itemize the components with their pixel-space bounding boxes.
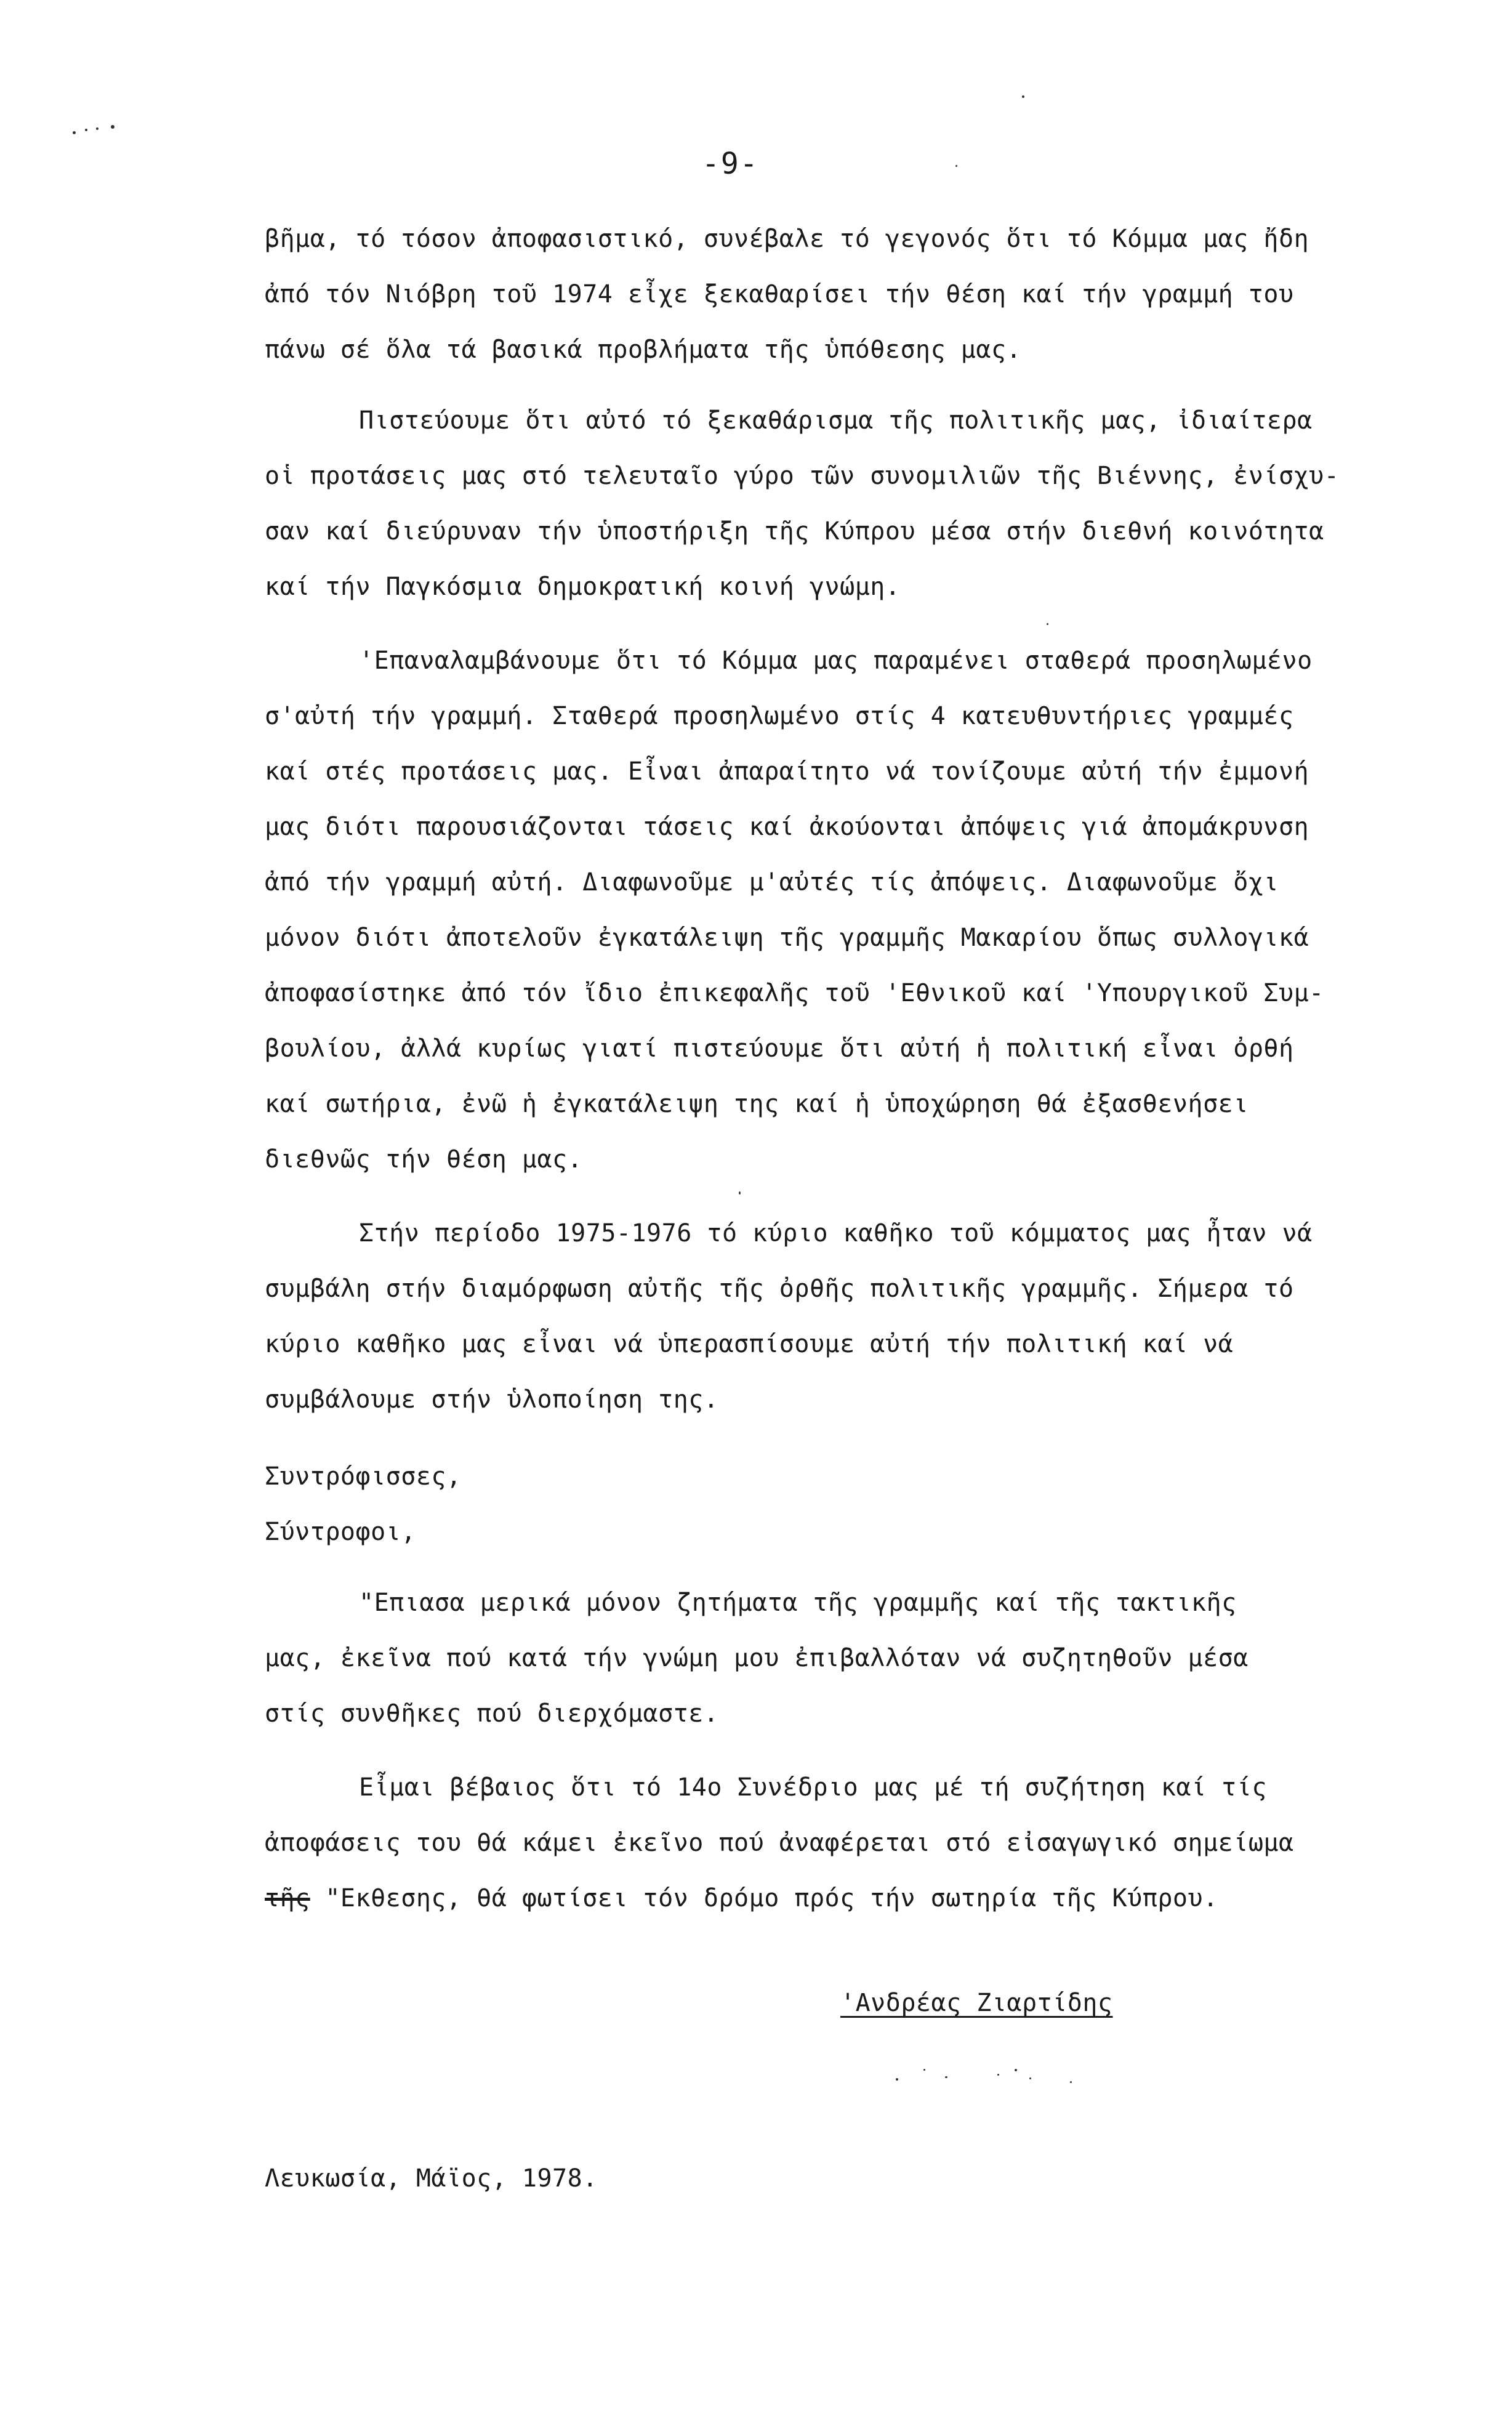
scan-speck [997, 2074, 999, 2076]
scan-speck [1022, 95, 1024, 98]
text-line: σαν καί διεύρυναν τήν ὑποστήριξη τῆς Κύπρου μέσα στήν διεθνή κοινότητα [265, 517, 1324, 546]
text-line: σ'αὐτή τήν γραμμή. Σταθερά προσηλωμένο στίς 4 κατευθυντήριες γραμμές [265, 702, 1294, 730]
text-line: πάνω σέ ὅλα τά βασικά προβλήματα τῆς ὑπόθεσης μας. [265, 336, 1022, 364]
signature: 'Ανδρέας Ζιαρτίδης [840, 1989, 1113, 2017]
scan-speck [1015, 2069, 1017, 2071]
text-line: ἀποφασίστηκε ἀπό τόν ἴδιο ἐπικεφαλῆς τοῦ 'Εθνικοῦ καί 'Υπουργικοῦ Συμ- [265, 979, 1324, 1007]
text-line: βῆμα, τό τόσον ἀποφασιστικό, συνέβαλε τό γεγονός ὅτι τό Κόμμα μας ἤδη [265, 225, 1309, 253]
text-line: διεθνῶς τήν θέση μας. [265, 1145, 583, 1174]
text-line: οἱ προτάσεις μας στό τελευταῖο γύρο τῶν συνομιλιῶν τῆς Βιέννης, ἐνίσχυ- [265, 462, 1340, 490]
scan-speck [1070, 2081, 1072, 2083]
salutation-line: Σύντροφοι, [265, 1518, 416, 1546]
scan-speck [739, 1191, 741, 1195]
text-line [265, 1884, 1218, 1912]
text-line: κύριο καθῆκο μας εἶναι νά ὑπερασπίσουμε αὐτή τήν πολιτική καί νά [265, 1330, 1234, 1358]
text-line: 'Επαναλαμβάνουμε ὅτι τό Κόμμα μας παραμένει σταθερά προσηλωμένο [359, 647, 1313, 675]
scan-speck [896, 2078, 898, 2081]
text-line: καί στές προτάσεις μας. Εἶναι ἀπαραίτητο νά τονίζουμε αὐτή τήν ἐμμονή [265, 757, 1309, 786]
text-line: ἀπό τήν γραμμή αὐτή. Διαφωνοῦμε μ'αὐτές τίς ἀπόψεις. Διαφωνοῦμε ὄχι [265, 868, 1279, 897]
struck-word: τῆς [265, 1884, 310, 1912]
text-line: "Επιασα μερικά μόνον ζητήματα τῆς γραμμῆς καί τῆς τακτικῆς [359, 1589, 1237, 1617]
scan-speck [955, 165, 957, 167]
text-line: καί τήν Παγκόσμια δημοκρατική κοινή γνώμη. [265, 573, 901, 601]
text-line: Στήν περίοδο 1975-1976 τό κύριο καθῆκο τοῦ κόμματος μας ἦταν νά [359, 1219, 1313, 1247]
text-fragment: "Εκθεσης, θά φωτίσει τόν δρόμο πρός τήν σωτηρία τῆς Κύπρου. [310, 1884, 1218, 1912]
text-line: μας διότι παρουσιάζονται τάσεις καί ἀκούονται ἀπόψεις γιά ἀπομάκρυνση [265, 813, 1309, 841]
scan-speck [96, 127, 99, 130]
scan-speck [923, 2069, 925, 2071]
scan-speck [1029, 2077, 1031, 2079]
text-line: καί σωτήρια, ἐνῶ ἡ ἐγκατάλειψη της καί ἡ ὑποχώρηση θά ἐξασθενήσει [265, 1090, 1249, 1118]
text-line: μόνον διότι ἀποτελοῦν ἐγκατάλειψη τῆς γραμμῆς Μακαρίου ὅπως συλλογικά [265, 924, 1309, 952]
text-line: ἀποφάσεις του θά κάμει ἐκεῖνο πού ἀναφέρεται στό εἰσαγωγικό σημείωμα [265, 1829, 1294, 1857]
scan-speck [1047, 623, 1048, 625]
scan-speck [111, 125, 115, 129]
text-line: Εἶμαι βέβαιος ὅτι τό 14ο Συνέδριο μας μέ τή συζήτηση καί τίς [359, 1773, 1267, 1802]
scan-speck [85, 129, 87, 131]
text-line: μας, ἐκεῖνα πού κατά τήν γνώμη μου ἐπιβαλλόταν νά συζητηθοῦν μέσα [265, 1644, 1249, 1672]
text-line: συμβάλη στήν διαμόρφωση αὐτῆς τῆς ὀρθῆς πολιτικῆς γραμμῆς. Σήμερα τό [265, 1275, 1294, 1303]
text-line: ἀπό τόν Νιόβρη τοῦ 1974 εἶχε ξεκαθαρίσει τήν θέση καί τήν γραμμή του [265, 280, 1294, 308]
scan-speck [945, 2076, 947, 2078]
salutation-line: Συντρόφισσες, [265, 1462, 462, 1491]
place-date: Λευκωσία, Μάϊος, 1978. [265, 2164, 598, 2193]
page-number: -9- [702, 147, 759, 181]
text-line: βουλίου, ἀλλά κυρίως γιατί πιστεύουμε ὅτι αὐτή ἡ πολιτική εἶναι ὀρθή [265, 1034, 1294, 1063]
text-line: Πιστεύουμε ὅτι αὐτό τό ξεκαθάρισμα τῆς πολιτικῆς μας, ἰδιαίτερα [359, 406, 1313, 435]
text-line: συμβάλουμε στήν ὑλοποίηση της. [265, 1385, 719, 1414]
scan-speck [73, 131, 76, 134]
text-line: στίς συνθῆκες πού διερχόμαστε. [265, 1699, 719, 1728]
